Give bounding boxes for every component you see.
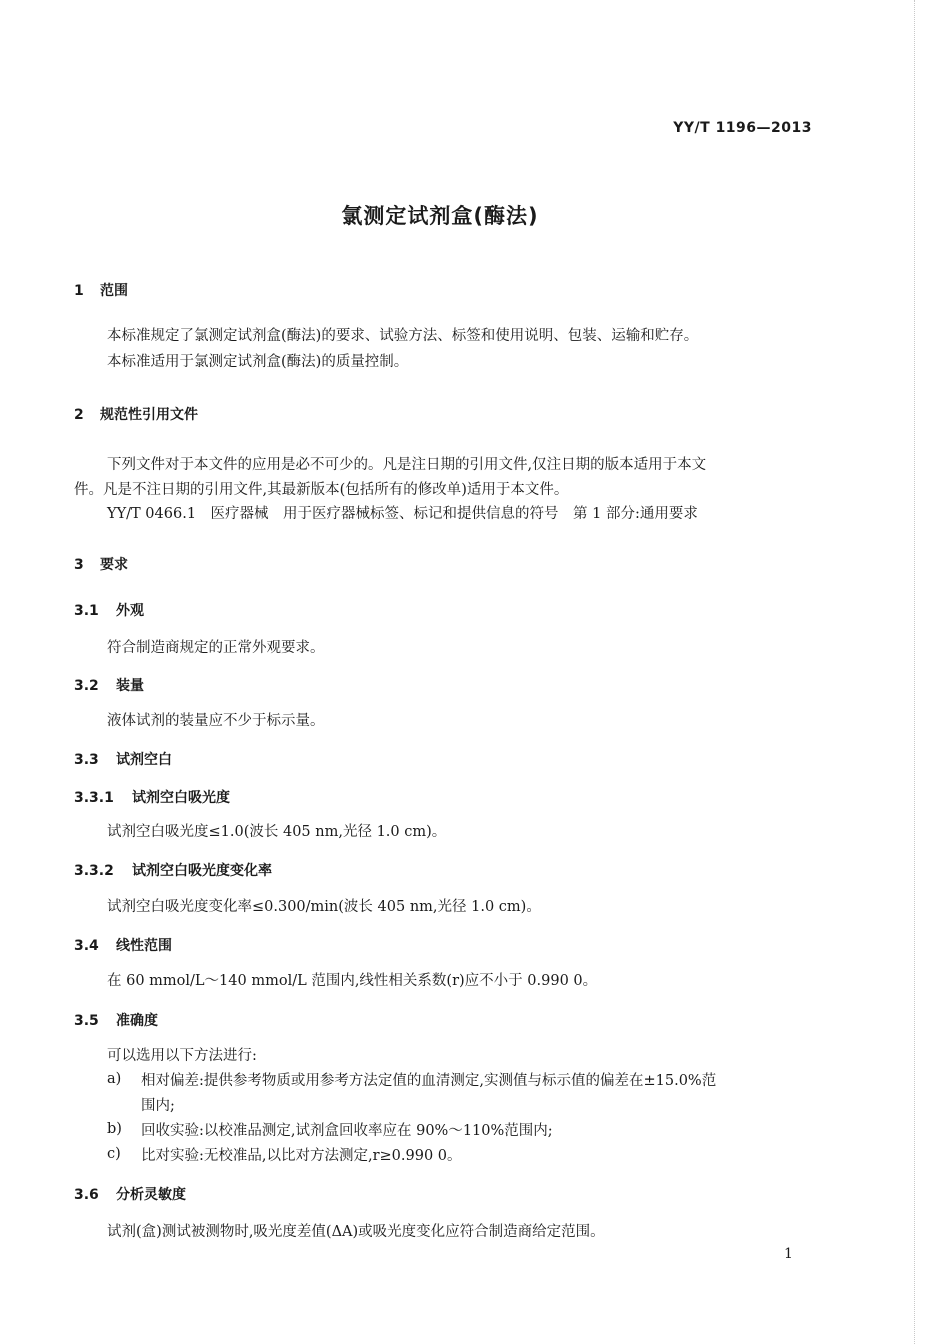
section-3-6-heading bbox=[74, 1184, 186, 1204]
paragraph: 符合制造商规定的正常外观要求。 bbox=[107, 640, 325, 656]
section-title: 准确度 bbox=[116, 1013, 158, 1029]
paragraph: 试剂空白吸光度变化率≤0.300/min(波长 405 nm,光径 1.0 cm)。 bbox=[107, 899, 541, 915]
section-title: 范围 bbox=[100, 283, 128, 299]
paragraph: 试剂空白吸光度≤1.0(波长 405 nm,光径 1.0 cm)。 bbox=[107, 824, 447, 840]
section-number: 1 bbox=[74, 283, 84, 299]
section-3-3-heading bbox=[74, 749, 172, 769]
paragraph: 液体试剂的装量应不少于标示量。 bbox=[107, 713, 325, 729]
list-item-label: a) bbox=[107, 1071, 122, 1087]
section-number: 3.1 bbox=[74, 603, 99, 619]
section-2-heading bbox=[74, 404, 198, 424]
section-3-3-2-heading bbox=[74, 860, 272, 880]
section-number: 3 bbox=[74, 557, 84, 573]
normative-reference: YY/T 0466.1 医疗器械 用于医疗器械标签、标记和提供信息的符号 第 1 部分:通用要求 bbox=[107, 506, 698, 522]
paragraph: 件。凡是不注日期的引用文件,其最新版本(包括所有的修改单)适用于本文件。 bbox=[74, 482, 569, 498]
section-number: 3.2 bbox=[74, 678, 99, 694]
section-3-heading bbox=[74, 554, 128, 574]
section-title: 试剂空白吸光度 bbox=[132, 790, 230, 806]
list-item: 比对实验:无校准品,以比对方法测定,r≥0.990 0。 bbox=[141, 1148, 462, 1164]
paragraph: 本标准规定了氯测定试剂盒(酶法)的要求、试验方法、标签和使用说明、包装、运输和贮存。 bbox=[107, 328, 699, 344]
section-number: 2 bbox=[74, 407, 84, 423]
section-3-4-heading bbox=[74, 935, 172, 955]
section-3-2-heading bbox=[74, 675, 144, 695]
section-number: 3.5 bbox=[74, 1013, 99, 1029]
section-number: 3.3 bbox=[74, 752, 99, 768]
section-number: 3.3.2 bbox=[74, 863, 114, 879]
section-title: 外观 bbox=[116, 603, 144, 619]
section-1-heading bbox=[74, 280, 128, 300]
document-title: 氯测定试剂盒(酶法) bbox=[341, 204, 539, 228]
section-title: 线性范围 bbox=[116, 938, 172, 954]
section-title: 规范性引用文件 bbox=[100, 407, 198, 423]
paragraph: 在 60 mmol/L～140 mmol/L 范围内,线性相关系数(r)应不小于 0.990 0。 bbox=[107, 973, 598, 989]
standard-number: YY/T 1196—2013 bbox=[673, 120, 812, 136]
paragraph: 下列文件对于本文件的应用是必不可少的。凡是注日期的引用文件,仅注日期的版本适用于本文 bbox=[107, 457, 707, 473]
section-number: 3.6 bbox=[74, 1187, 99, 1203]
paragraph: 试剂(盒)测试被测物时,吸光度差值(ΔA)或吸光度变化应符合制造商给定范围。 bbox=[107, 1224, 605, 1240]
section-title: 要求 bbox=[100, 557, 128, 573]
section-title: 装量 bbox=[116, 678, 144, 694]
paragraph: 可以选用以下方法进行: bbox=[107, 1048, 257, 1064]
section-number: 3.4 bbox=[74, 938, 99, 954]
scan-edge-line bbox=[914, 0, 916, 1344]
section-title: 试剂空白吸光度变化率 bbox=[132, 863, 272, 879]
section-3-1-heading bbox=[74, 600, 144, 620]
list-item: 相对偏差:提供参考物质或用参考方法定值的血清测定,实测值与标示值的偏差在±15.0%范 bbox=[141, 1073, 717, 1089]
list-item-label: c) bbox=[107, 1146, 121, 1162]
section-3-3-1-heading bbox=[74, 787, 230, 807]
section-title: 分析灵敏度 bbox=[116, 1187, 186, 1203]
section-3-5-heading bbox=[74, 1010, 158, 1030]
section-title: 试剂空白 bbox=[116, 752, 172, 768]
page-number: 1 bbox=[784, 1246, 793, 1262]
section-number: 3.3.1 bbox=[74, 790, 114, 806]
list-item-continuation: 围内; bbox=[141, 1098, 175, 1114]
paragraph: 本标准适用于氯测定试剂盒(酶法)的质量控制。 bbox=[107, 354, 409, 370]
list-item-label: b) bbox=[107, 1121, 122, 1137]
list-item: 回收实验:以校准品测定,试剂盒回收率应在 90%～110%范围内; bbox=[141, 1123, 553, 1139]
